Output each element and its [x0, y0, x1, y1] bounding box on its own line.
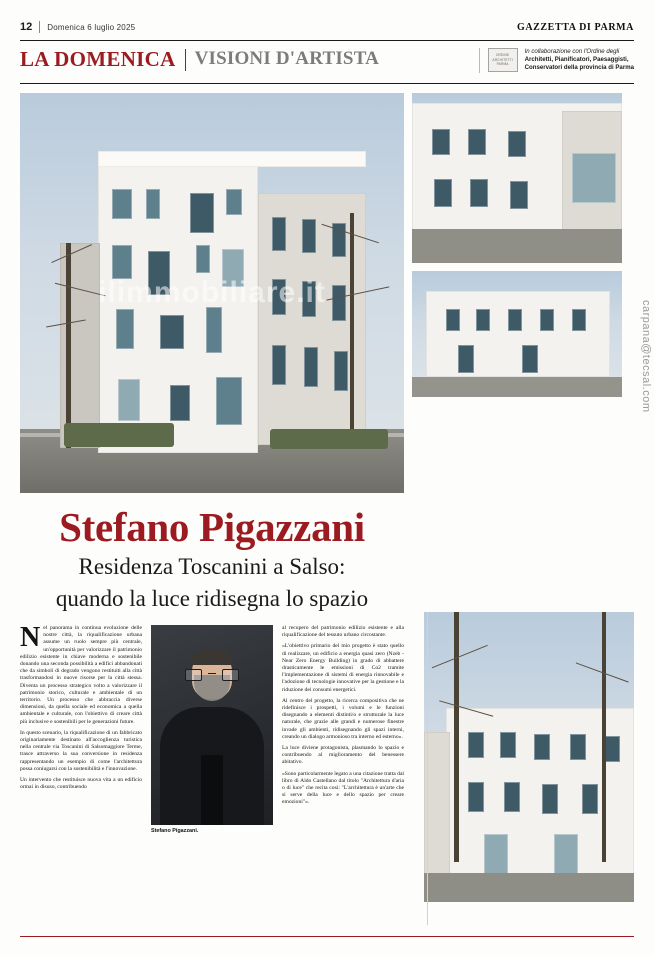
article-subhead-line1: Residenza Toscanini a Salso:	[78, 554, 346, 579]
window	[554, 834, 578, 874]
headline-block	[20, 505, 404, 613]
ground	[424, 873, 634, 902]
window	[146, 189, 160, 219]
body-paragraph: La luce diviene protagonista, plasmando lo spazio e contribuendo al miglioramento del benessere abitativo.	[282, 745, 404, 766]
portrait-shirt	[201, 755, 223, 825]
window	[484, 834, 508, 874]
window	[226, 189, 242, 215]
side-photo-column	[412, 93, 622, 493]
window	[508, 309, 522, 331]
window	[468, 732, 484, 758]
window	[570, 734, 586, 760]
window	[522, 345, 538, 373]
tree-trunk	[602, 612, 606, 862]
article-headline: Stefano Pigazzani	[59, 504, 365, 550]
section-header	[20, 47, 634, 84]
photo-watermark: ilimmobiliare.it	[98, 276, 326, 309]
window	[112, 245, 132, 279]
side-watermark: carpana@tecsal.com	[640, 300, 652, 413]
main-building-photo	[20, 93, 404, 493]
window	[582, 784, 598, 814]
section-title: LA DOMENICA	[20, 47, 176, 71]
ground	[412, 229, 622, 263]
building-facade	[426, 291, 610, 377]
window	[468, 129, 486, 155]
tree-trunk	[66, 243, 71, 448]
window	[206, 307, 222, 353]
window	[434, 179, 452, 207]
window	[302, 219, 316, 253]
body-paragraph: Un intervento che restituisce nuova vita a un edificio ormai in disuso, contribuendo	[20, 777, 142, 791]
window	[118, 379, 140, 421]
window	[302, 281, 316, 317]
article-body	[20, 622, 404, 834]
window	[572, 309, 586, 331]
ground	[412, 377, 622, 397]
window	[216, 377, 242, 425]
hedge	[270, 429, 388, 449]
window	[116, 309, 134, 349]
main-photo-wrapper	[20, 93, 404, 493]
glasses-left-lens-icon	[185, 669, 202, 681]
window	[540, 309, 554, 331]
building-roof-band	[98, 151, 366, 167]
body-column-1	[20, 622, 142, 834]
window	[476, 309, 490, 331]
tree-trunk	[454, 612, 459, 862]
collaboration-block	[479, 48, 634, 73]
window	[196, 245, 210, 273]
bottom-rule	[20, 936, 634, 937]
collab-line-1: In collaborazione con l'Ordine degli	[524, 48, 620, 55]
collab-line-3: Conservatori della provincia di Parma	[524, 64, 634, 72]
window	[170, 385, 190, 421]
article-subhead-line2: quando la luce ridisegna lo spazio	[55, 586, 369, 611]
window	[470, 179, 488, 207]
window	[272, 217, 286, 251]
window	[542, 784, 558, 814]
top-photo-area	[20, 93, 634, 493]
body-paragraph: al recupero del patrimonio edilizio esistente e alla riqualificazione del tessuto urbano circostante.	[282, 625, 404, 639]
section-divider	[185, 49, 186, 71]
window	[468, 782, 484, 812]
portrait-photo	[151, 625, 273, 825]
body-paragraph: In questo scenario, la riqualificazione di un fabbricato originariamente destinato all'accoglienza turistica nella centrale via Toscanini di Salsomaggiore Terme, trasce attraverso la sua conversione in residenza rappresentando un esempio di come l'architettura possa coniugarsi con la sostenibilità e l'innovazione.	[20, 729, 142, 772]
masthead	[20, 18, 634, 41]
page-number: 12	[20, 21, 40, 33]
ordine-architetti-logo: ORDINE ARCHITETTI PARMA	[488, 48, 518, 72]
window	[332, 285, 346, 321]
collaboration-text	[525, 48, 634, 73]
hedge	[64, 423, 174, 447]
bottom-right-photo	[424, 612, 634, 902]
window	[510, 181, 528, 209]
window	[272, 345, 286, 385]
portrait-column	[151, 625, 273, 834]
body-paragraph: «L'obiettivo primario del mio progetto è stato quello di realizzare, un edificio a energia quasi zero (Nzeb - Near Zero Energy Building) in grado di abbattere drasticamente le emissioni di Co2 tramite l'implementazione di sistemi di energia rinnovabile e l'adozione di tecnologie innovative per la gestione e la riduzione dei consumi energetici.	[282, 643, 404, 693]
body-paragraph: Al centro del progetto, la ricerca compositiva che ne ridefinisce i prospetti, i volumi e le funzioni disegnando a elementi distinti/o e strutturale la luce naturale, che grazie alle grandi e numerose finestre invade gli ambienti, ridisegnando gli spazi interni, creando un dialogo armonioso tra interno ed esterno».	[282, 697, 404, 740]
window	[272, 279, 286, 315]
window	[446, 309, 460, 331]
section-subtitle: VISIONI D'ARTISTA	[194, 48, 380, 69]
window	[534, 734, 550, 760]
collab-line-2: Architetti, Pianificatori, Paesaggisti,	[524, 56, 629, 64]
column-divider	[427, 612, 428, 925]
window	[500, 732, 516, 758]
body-column-2	[282, 625, 404, 834]
issue-date: Domenica 6 luglio 2025	[47, 22, 136, 32]
window	[222, 249, 244, 287]
glasses-bridge-icon	[208, 673, 216, 674]
side-photo-facade-detail	[412, 93, 622, 263]
window	[432, 129, 450, 155]
newspaper-title: GAZZETTA DI PARMA	[516, 21, 634, 33]
side-photo-entrance	[412, 271, 622, 397]
tree-trunk	[350, 213, 354, 448]
balcony-glass	[572, 153, 616, 203]
window	[304, 347, 318, 387]
glasses-right-lens-icon	[222, 669, 239, 681]
window	[190, 193, 214, 233]
portrait-caption: Stefano Pigazzani.	[151, 828, 199, 834]
window	[112, 189, 132, 219]
window	[508, 131, 526, 157]
window	[334, 351, 348, 391]
body-paragraph: Nel panorama in continua evoluzione delle nostre città, la riqualificazione urbana assume un ruolo sempre più centrale, un'opportunità per valorizzare il patrimonio edilizio esistente in chiave moderna e sostenibile donando una seconda possibilità a edifici abbandonati che da simboli di degrado vengono restituiti alla città trasformandosi in nuove risorse per la città stessa. Diventa un processo strategico volto a valorizzare il patrimonio storico, culturale e ambientale di un territorio. Un processo che abbraccia diverse dimensioni, da quella sociale ed economica a quella ambientale e culturale, con l'obiettivo di creare città più inclusive e sostenibili per le generazioni future.	[20, 622, 142, 725]
window	[160, 315, 184, 349]
body-paragraph: «Sono particolarmente legato a una citazione tratta dal libro di Aldo Castellano dal titolo "Architettura d'aria o di luce" che recita così: "L'architettura è un'arte che si serve della luce e dello spazio per creare emozioni"».	[282, 770, 404, 806]
window	[504, 782, 520, 812]
window	[604, 736, 620, 762]
window	[458, 345, 474, 373]
window	[148, 251, 170, 295]
portrait-hair	[191, 649, 233, 665]
